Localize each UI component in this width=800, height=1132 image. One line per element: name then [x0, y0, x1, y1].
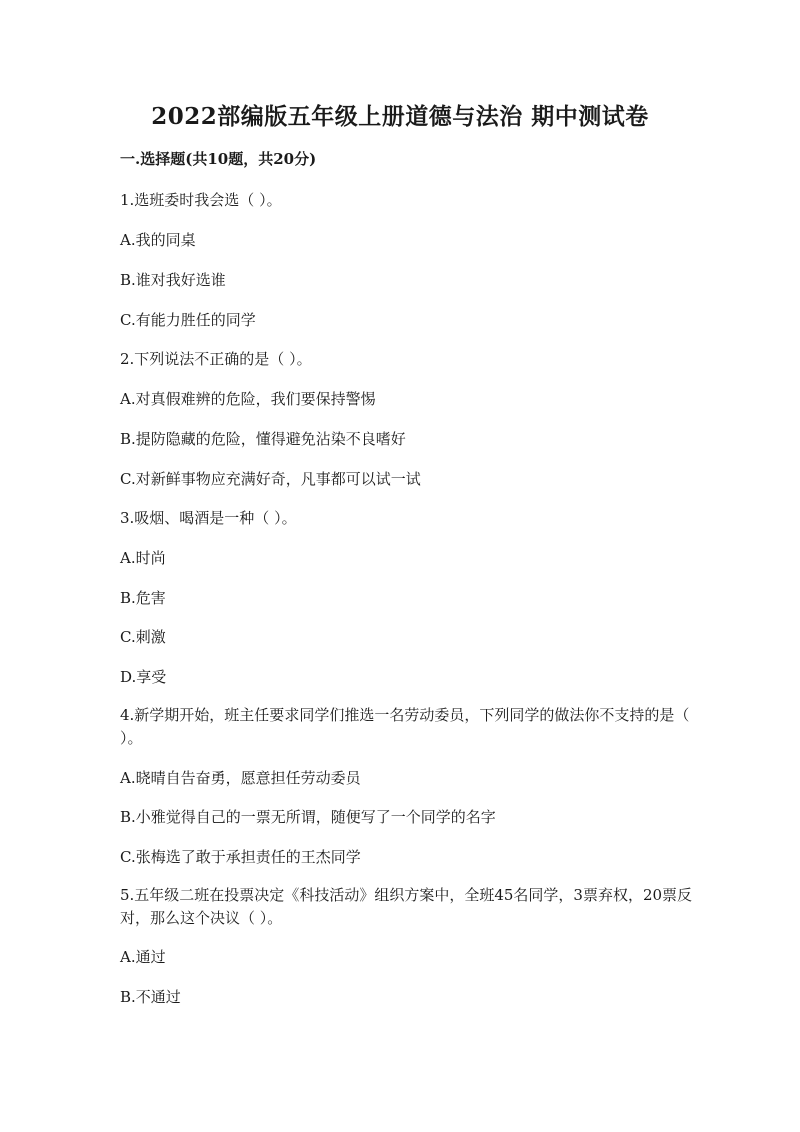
question-3-option-c: C.刺激 — [120, 628, 166, 646]
question-2-stem: 2.下列说法不正确的是（ ）。 — [120, 350, 312, 368]
question-1-option-c: C.有能力胜任的同学 — [120, 311, 256, 329]
question-4-stem: 4.新学期开始，班主任要求同学们推选一名劳动委员，下列同学的做法你不支持的是（ ）。 — [120, 706, 690, 747]
question-1-stem: 1.选班委时我会选（ ）。 — [120, 191, 282, 209]
section-heading: 一.选择题(共10题，共20分) — [120, 150, 317, 168]
question-3-option-d: D.享受 — [120, 668, 167, 686]
question-5-option-b: B.不通过 — [120, 988, 181, 1006]
question-4-option-b: B.小雅觉得自己的一票无所谓，随便写了一个同学的名字 — [120, 808, 496, 826]
question-3-option-a: A.时尚 — [120, 549, 166, 567]
question-4-option-a: A.晓晴自告奋勇，愿意担任劳动委员 — [120, 769, 361, 787]
page-title: 2022部编版五年级上册道德与法治 期中测试卷 — [151, 103, 649, 130]
question-5-stem: 5.五年级二班在投票决定《科技活动》组织方案中，全班45名同学，3票弃权，20票反对，那么这个决议（ ）。 — [120, 886, 693, 927]
question-5-option-a: A.通过 — [120, 948, 166, 966]
question-2-option-b: B.提防隐藏的危险，懂得避免沾染不良嗜好 — [120, 430, 406, 448]
question-3-stem: 3.吸烟、喝酒是一种（ ）。 — [120, 509, 297, 527]
question-3-option-b: B.危害 — [120, 589, 166, 607]
question-2-option-a: A.对真假难辨的危险，我们要保持警惕 — [120, 390, 376, 408]
question-4-option-c: C.张梅选了敢于承担责任的王杰同学 — [120, 848, 361, 866]
question-1-option-b: B.谁对我好选谁 — [120, 271, 226, 289]
question-2-option-c: C.对新鲜事物应充满好奇，凡事都可以试一试 — [120, 470, 421, 488]
question-1-option-a: A.我的同桌 — [120, 231, 196, 249]
